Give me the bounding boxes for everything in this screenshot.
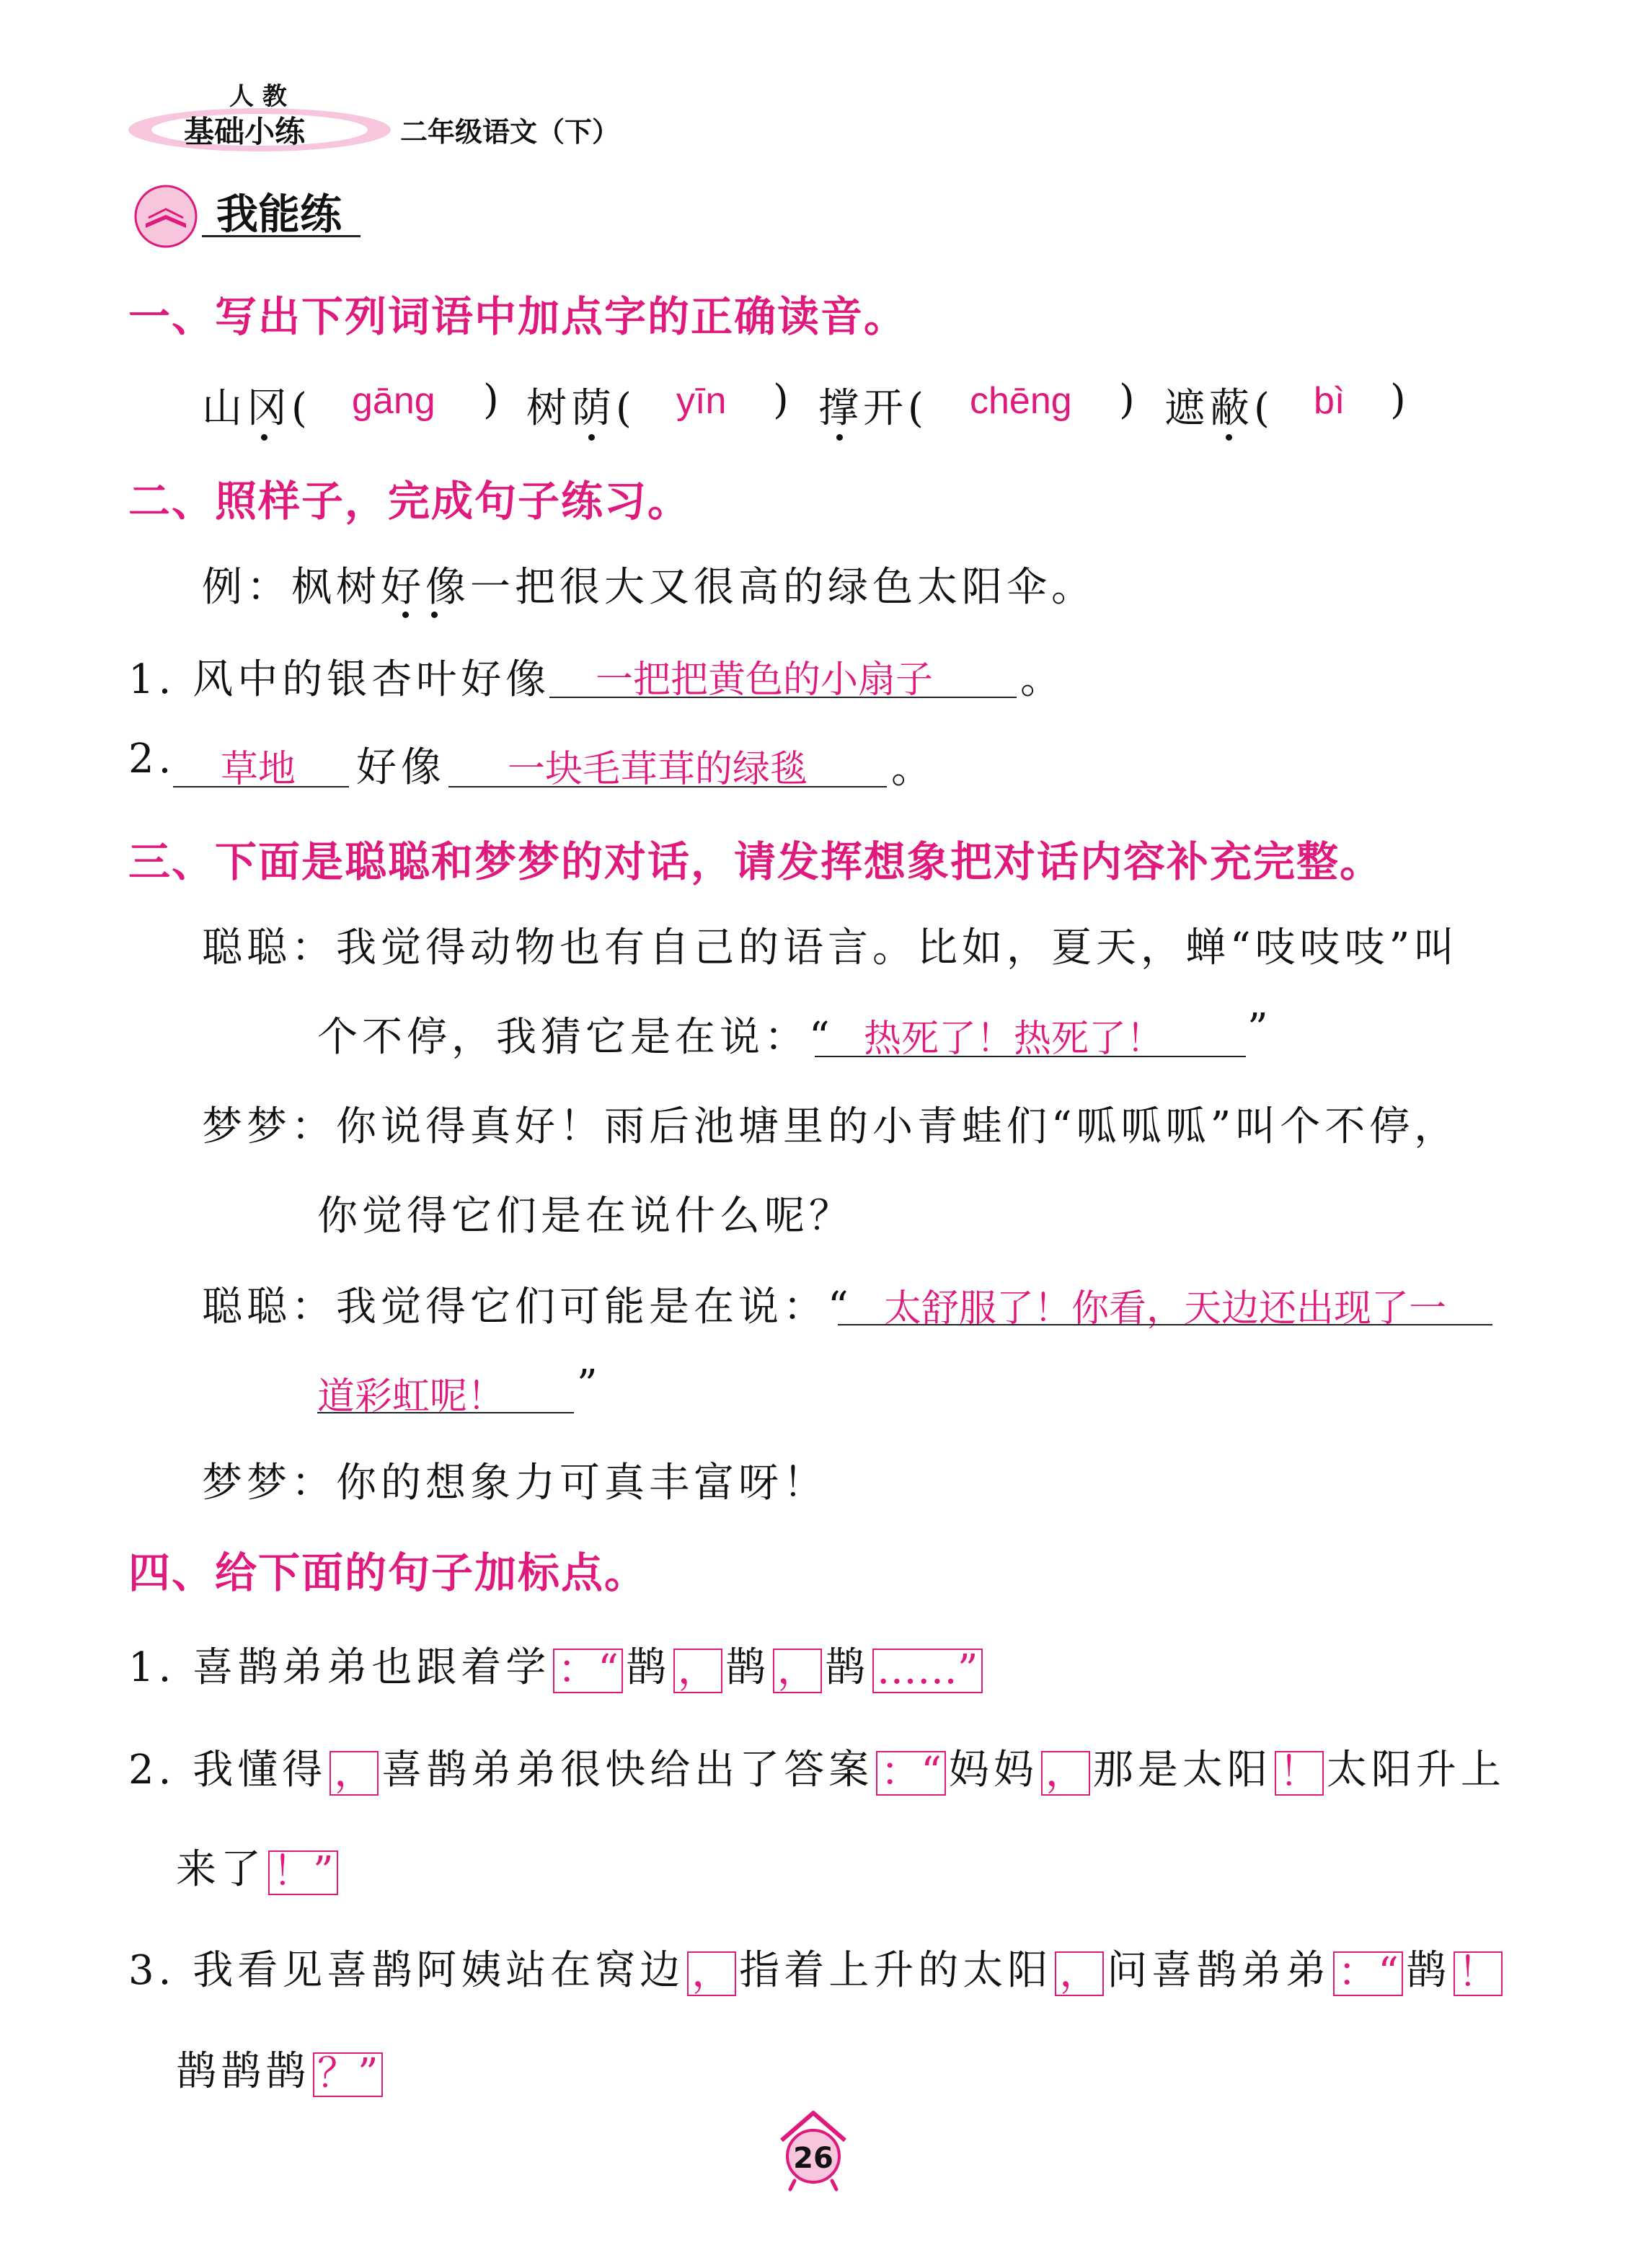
answer-line [549,697,1017,698]
q4-sentence-2-cont [176,1837,341,1895]
emphasis-dot [261,434,267,441]
q1-item-2-answer: yīn [676,380,727,422]
q2-s1-prefix: 1. 风中的银杏叶好像 [128,656,551,703]
q2-s2-end: 。 [891,746,936,793]
punctuation-box[interactable]: ：“ [1333,1951,1403,1996]
q4-s2-text: 2. 我懂得 [128,1747,327,1793]
q3-line-3: 梦梦：你说得真好！雨后池塘里的小青蛙们“呱呱呱”叫个不停， [202,1103,1459,1150]
q1-item-4-close: ) [1390,376,1410,423]
q4-s3-text: 指着上升的太阳 [739,1947,1053,1994]
q4-s2-text: 喜鹊弟弟很快给出了答案 [381,1747,874,1793]
punctuation-box[interactable]: ：“ [553,1649,623,1693]
q4-s3-text: 问喜鹊弟弟 [1107,1947,1331,1994]
q3-line-2-prefix: 个不停，我猜它是在说：“ [317,1014,834,1061]
answer-line [815,1056,1246,1057]
q4-s2-text: 来了 [176,1846,265,1893]
q3-title: 三、下面是聪聪和梦梦的对话，请发挥想象把对话内容补充完整。 [128,837,1384,886]
q2-title: 二、照样子，完成句子练习。 [128,477,691,526]
q3-line-4: 你觉得它们是在说什么呢？ [317,1193,854,1240]
practice-underline [202,235,360,237]
q2-example: 例：枫树好像一把很大又很高的绿色太阳伞。 [202,564,1096,611]
answer-line [317,1412,574,1413]
q1-item-2-close: ) [773,376,793,423]
punctuation-box[interactable]: ！ [1275,1751,1324,1796]
punctuation-box[interactable]: ……” [872,1649,983,1693]
answer-line [448,786,887,787]
q4-s3-text: 鹊 [1405,1947,1451,1994]
q1-item-3-close: ) [1119,376,1139,423]
punctuation-box[interactable]: ， [687,1951,736,1996]
q2-s2-mid: 好像 [356,744,446,791]
q3-line-5-prefix: 聪聪：我觉得它们可能是在说：“ [202,1284,853,1331]
punctuation-box[interactable]: ？” [313,2052,383,2097]
q4-sentence-3-cont [176,2039,386,2097]
punctuation-box[interactable]: ：“ [876,1751,946,1796]
q4-s3-text: 3. 我看见喜鹊阿姨站在窝边 [128,1947,685,1994]
q2-s2-num: 2. [128,736,176,782]
q4-sentence-3 [128,1938,1505,1996]
q4-s1-text: 1. 喜鹊弟弟也跟着学 [128,1644,551,1691]
q1-item-1-word: 山冈( [202,385,311,432]
emphasis-dot [402,612,409,618]
q3-line-6-end: ” [577,1362,602,1408]
q2-s2-answer-1: 草地 [221,748,296,791]
q1-item-1-answer: gāng [352,380,435,422]
page-number: 26 [793,2142,833,2175]
emphasis-dot [836,434,843,441]
q3-line-7: 梦梦：你的想象力可真丰富呀！ [202,1460,828,1506]
punctuation-box[interactable]: ！” [268,1850,338,1895]
q1-item-4-word: 遮蔽( [1164,385,1274,432]
q3-line-2-end: ” [1247,1005,1273,1052]
q3-line-1: 聪聪：我觉得动物也有自己的语言。比如，夏天，蝉“吱吱吱”叫 [202,925,1459,971]
q1-item-2-word: 树荫( [526,385,636,432]
q3-line-2-answer: 热死了！热死了！ [864,1018,1164,1061]
q4-s3-text: 鹊鹊鹊 [176,2048,310,2095]
punctuation-box[interactable]: ， [773,1649,822,1693]
emphasis-dot [588,434,595,441]
q4-s2-text: 那是太阳 [1092,1747,1272,1793]
q1-item-1-close: ) [483,376,503,423]
q1-item-3-word: 撑开( [818,385,928,432]
punctuation-box[interactable]: ， [329,1751,379,1796]
header-series: 基础小练 [184,114,306,149]
q1-title: 一、写出下列词语中加点字的正确读音。 [128,292,908,341]
q3-line-5-answer: 太舒服了！你看，天边还出现了一 [884,1287,1447,1331]
punctuation-box[interactable]: ！ [1454,1951,1503,1996]
q4-s2-text: 太阳升上 [1326,1747,1505,1793]
answer-line [173,786,349,787]
q4-s1-text: 鹊 [625,1644,671,1691]
punctuation-box[interactable]: ， [1055,1951,1104,1996]
q4-sentence-2 [128,1738,1505,1796]
answer-line [838,1324,1492,1325]
q4-s1-text: 鹊 [824,1644,870,1691]
q1-item-3-answer: chēng [970,380,1072,422]
q4-title: 四、给下面的句子加标点。 [128,1548,648,1597]
header-subject: 二年级语文（下） [400,116,620,148]
header-publisher: 人 教 [229,82,287,111]
emphasis-dot [431,612,438,618]
q1-item-4-answer: bì [1314,380,1345,422]
emphasis-dot [1226,434,1232,441]
q2-s2-answer-2: 一块毛茸茸的绿毯 [508,748,808,791]
punctuation-box[interactable]: ， [1041,1751,1090,1796]
practice-title: 我能练 [216,190,342,239]
q3-line-6-answer: 道彩虹呢！ [317,1375,505,1418]
q4-s1-text: 鹊 [725,1644,770,1691]
q2-s1-end: 。 [1020,656,1065,703]
q2-s1-answer: 一把把黄色的小扇子 [596,658,934,702]
punctuation-box[interactable]: ， [673,1649,722,1693]
q4-sentence-1 [128,1636,986,1693]
book-icon [130,180,202,252]
q4-s2-text: 妈妈 [948,1747,1038,1793]
